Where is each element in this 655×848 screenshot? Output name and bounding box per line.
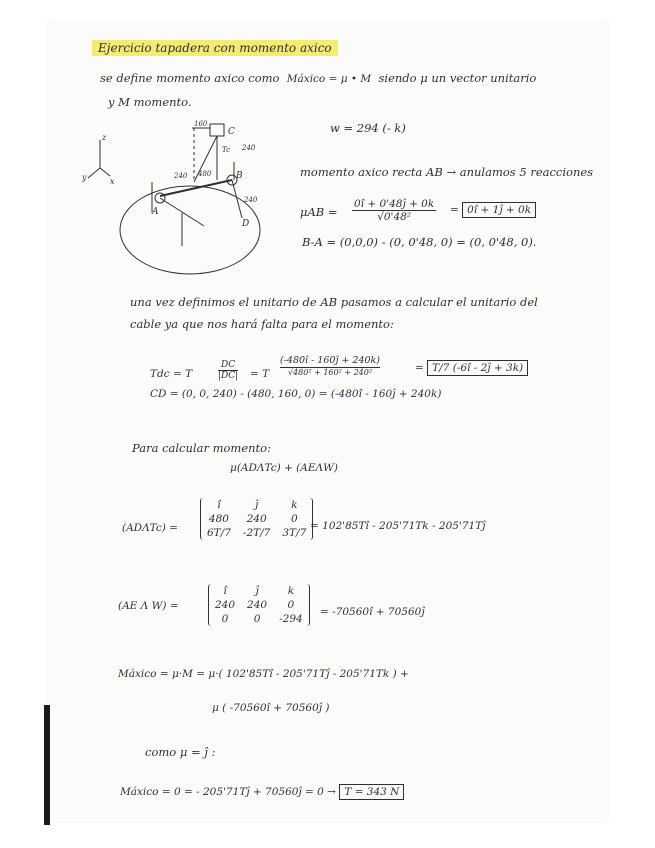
- tdc-unit-fraction: [218, 360, 238, 382]
- lid-ellipse: [120, 186, 260, 274]
- det2-cell: 0: [221, 613, 229, 625]
- det1-cell: 0: [290, 513, 298, 525]
- dim-top: 160: [194, 120, 208, 128]
- det2-cell: 0: [253, 613, 261, 625]
- det1-result: = 102'85Tî - 205'71Tk - 205'71Tĵ: [310, 520, 486, 532]
- final-answer: T = 343 N: [339, 784, 404, 800]
- intro-line-2: y M momento.: [108, 95, 192, 109]
- tdc-eq: = T: [250, 368, 270, 380]
- x-axis: [100, 168, 110, 176]
- tdc-denominator: √480² + 160² + 240²: [287, 367, 373, 377]
- weight-equation: w = 294 (- k): [330, 121, 406, 135]
- final-eq-text: Máxico = 0 = - 205'71Tĵ + 70560ĵ = 0 →: [120, 786, 336, 798]
- lid-diagram: [82, 118, 282, 283]
- como-line: como μ = ĵ :: [145, 745, 216, 759]
- y-axis: [88, 168, 100, 178]
- det2-cell: î: [223, 585, 227, 597]
- point-d-label: D: [242, 219, 250, 229]
- det2-result: = -70560î + 70560ĵ: [320, 606, 425, 618]
- tdc-frac-den: |DC|: [218, 371, 239, 382]
- det1-cell: ĵ: [255, 499, 259, 511]
- intro-text-end: siendo μ un vector unitario: [378, 71, 537, 85]
- binding-edge: [44, 705, 50, 825]
- intro-text: se define momento axico como: [100, 71, 280, 85]
- uab-fraction: [352, 198, 436, 223]
- intro-line-1: [100, 72, 536, 85]
- det1-matrix: [200, 498, 313, 540]
- det2-lhs: (AE Λ W) =: [118, 600, 179, 612]
- final-equation: [120, 786, 404, 798]
- page-title: [92, 42, 338, 56]
- det2-cell: k: [287, 585, 295, 597]
- maxico-line-1: Máxico = μ·M = μ·( 102'85Tî - 205'71Tĵ - 205'71Tk ) +: [118, 668, 409, 680]
- det2-cell: ĵ: [255, 585, 259, 597]
- point-c-label: C: [228, 127, 235, 137]
- force-label: Tc: [222, 146, 231, 154]
- det2-cell: 240: [247, 599, 268, 611]
- tdc-lhs: [150, 368, 192, 380]
- dim-left: 240: [174, 172, 188, 180]
- uab-result: = 0î + 1ĵ + 0k: [450, 204, 536, 216]
- tdc-vector-fraction: [280, 356, 380, 377]
- maxico-line-2: μ ( -70560î + 70560ĵ ): [212, 702, 330, 714]
- det2-matrix: [208, 584, 310, 626]
- pulley-box: [210, 124, 224, 136]
- tdc-result: = T/7 (-6î - 2ĵ + 3k): [415, 362, 528, 374]
- det1-cell: -2T/7: [242, 527, 271, 539]
- ba-equation: B-A = (0,0,0) - (0, 0'48, 0) = (0, 0'48, 0).: [302, 235, 537, 249]
- paragraph-line-1: una vez definimos el unitario de AB pasamos a calcular el unitario del: [130, 295, 538, 309]
- det1-cell: 3T/7: [282, 527, 307, 539]
- z-label: z: [102, 133, 107, 142]
- uab-lhs: μAB =: [300, 205, 338, 219]
- det1-cell: k: [291, 499, 298, 511]
- uab-numerator: 0î + 0'48ĵ + 0k: [354, 198, 435, 210]
- intro-formula: Máxico = μ • M: [286, 73, 372, 85]
- moment-expression: μ(ADΛTc) + (AEΛW): [230, 462, 338, 474]
- cd-equation: CD = (0, 0, 240) - (480, 160, 0) = (-480î - 160ĵ + 240k): [150, 388, 442, 400]
- tdc-lhs-text: Tdc = T: [150, 368, 193, 380]
- det1-lhs: (ADΛTc) =: [122, 522, 178, 534]
- uab-result-box: 0î + 1ĵ + 0k: [462, 202, 536, 218]
- point-a-label: A: [152, 207, 159, 217]
- tdc-result-box: T/7 (-6î - 2ĵ + 3k): [427, 360, 528, 376]
- moment-intro: Para calcular momento:: [132, 441, 271, 455]
- det2-cell: 0: [287, 599, 295, 611]
- det2-cell: -294: [279, 613, 303, 625]
- uab-denominator: √0'48²: [377, 211, 412, 224]
- det1-cell: 6T/7: [207, 527, 231, 539]
- tdc-numerator: (-480î - 160ĵ + 240k): [280, 355, 381, 366]
- det1-cell: 240: [246, 513, 267, 525]
- paragraph-line-2: cable ya que nos hará falta para el momento:: [130, 317, 394, 331]
- tdc-frac-num: DC: [218, 360, 238, 371]
- x-label: x: [110, 177, 115, 186]
- uab-equation: [300, 206, 338, 219]
- det1-cell: î: [217, 499, 221, 511]
- dim-height: 240: [242, 144, 256, 152]
- y-label: y: [82, 173, 87, 182]
- dim-side: 240: [244, 196, 258, 204]
- det1-cell: 480: [208, 513, 229, 525]
- point-b-label: B: [236, 171, 243, 181]
- dim-right: 480: [198, 170, 212, 178]
- title-highlight: Ejercicio tapadera con momento axico: [92, 40, 338, 56]
- axis-note: momento axico recta AB → anulamos 5 reacciones: [300, 165, 594, 179]
- det2-cell: 240: [215, 599, 236, 611]
